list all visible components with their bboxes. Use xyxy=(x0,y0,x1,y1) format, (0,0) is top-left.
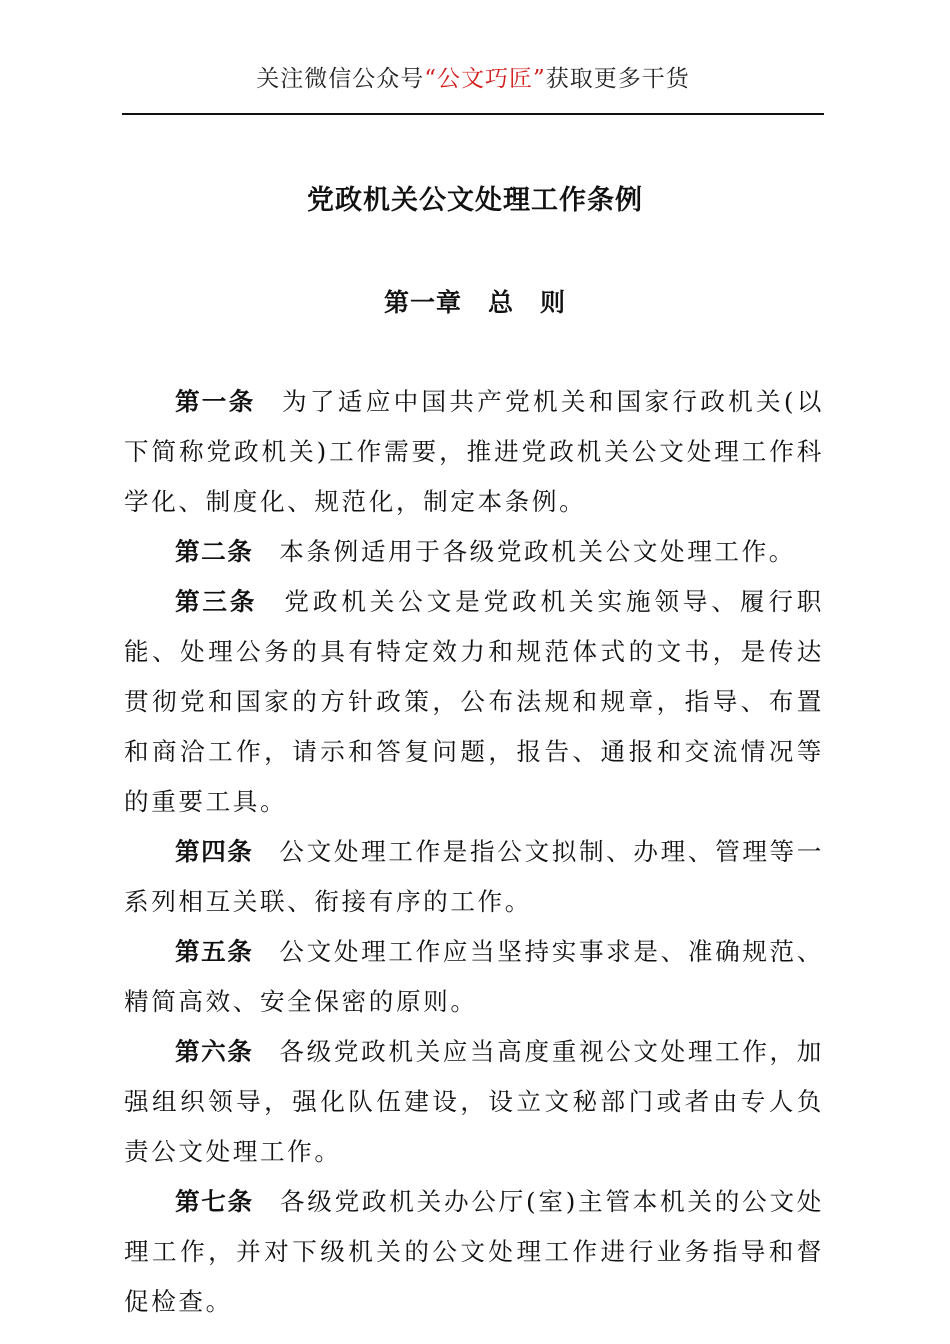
article-6 xyxy=(124,1027,824,1177)
article-5 xyxy=(124,927,824,1027)
article-7 xyxy=(124,1177,824,1327)
chapter-heading xyxy=(0,283,950,319)
article-text: 各级党政机关办公厅(室)主管本机关的公文处理工作，并对下级机关的公文处理工作进行业务指导和督促检查。 xyxy=(124,1187,824,1316)
article-text: 本条例适用于各级党政机关公文处理工作。 xyxy=(279,537,796,566)
document-body xyxy=(124,377,824,1327)
page-header xyxy=(122,60,824,93)
article-3 xyxy=(124,577,824,827)
article-label: 第五条 xyxy=(175,937,254,966)
document-title: 党政机关公文处理工作条例 xyxy=(307,185,643,216)
article-text: 党政机关公文是党政机关实施领导、履行职能、处理公务的具有特定效力和规范体式的文书，是传达贯彻党和国家的方针政策，公布法规和规章，指导、布置和商洽工作，请示和答复问题，报告、通报和交流情况等的重要工具。 xyxy=(124,587,824,816)
article-text: 各级党政机关应当高度重视公文处理工作，加强组织领导，强化队伍建设，设立文秘部门或者由专人负责公文处理工作。 xyxy=(124,1037,824,1166)
chapter-number: 第一章 xyxy=(383,288,462,317)
article-2 xyxy=(124,527,824,577)
article-text: 公文处理工作应当坚持实事求是、准确规范、精简高效、安全保密的原则。 xyxy=(124,937,824,1016)
article-text: 为了适应中国共产党机关和国家行政机关(以下简称党政机关)工作需要，推进党政机关公文处理工作科学化、制度化、规范化，制定本条例。 xyxy=(124,387,824,516)
header-highlight: “公文巧匠” xyxy=(424,66,546,92)
article-text: 公文处理工作是指公文拟制、办理、管理等一系列相互关联、衔接有序的工作。 xyxy=(124,837,824,916)
chapter-name: 总 则 xyxy=(488,288,567,317)
article-label: 第六条 xyxy=(175,1037,254,1066)
article-4 xyxy=(124,827,824,927)
article-label: 第三条 xyxy=(175,587,258,616)
header-prefix: 关注微信公众号 xyxy=(256,66,425,92)
header-suffix: 获取更多干货 xyxy=(545,66,690,92)
article-1 xyxy=(124,377,824,527)
header-divider xyxy=(122,113,824,115)
article-label: 第一条 xyxy=(175,387,256,416)
article-label: 第二条 xyxy=(175,537,254,566)
article-label: 第七条 xyxy=(175,1187,254,1216)
article-label: 第四条 xyxy=(175,837,254,866)
